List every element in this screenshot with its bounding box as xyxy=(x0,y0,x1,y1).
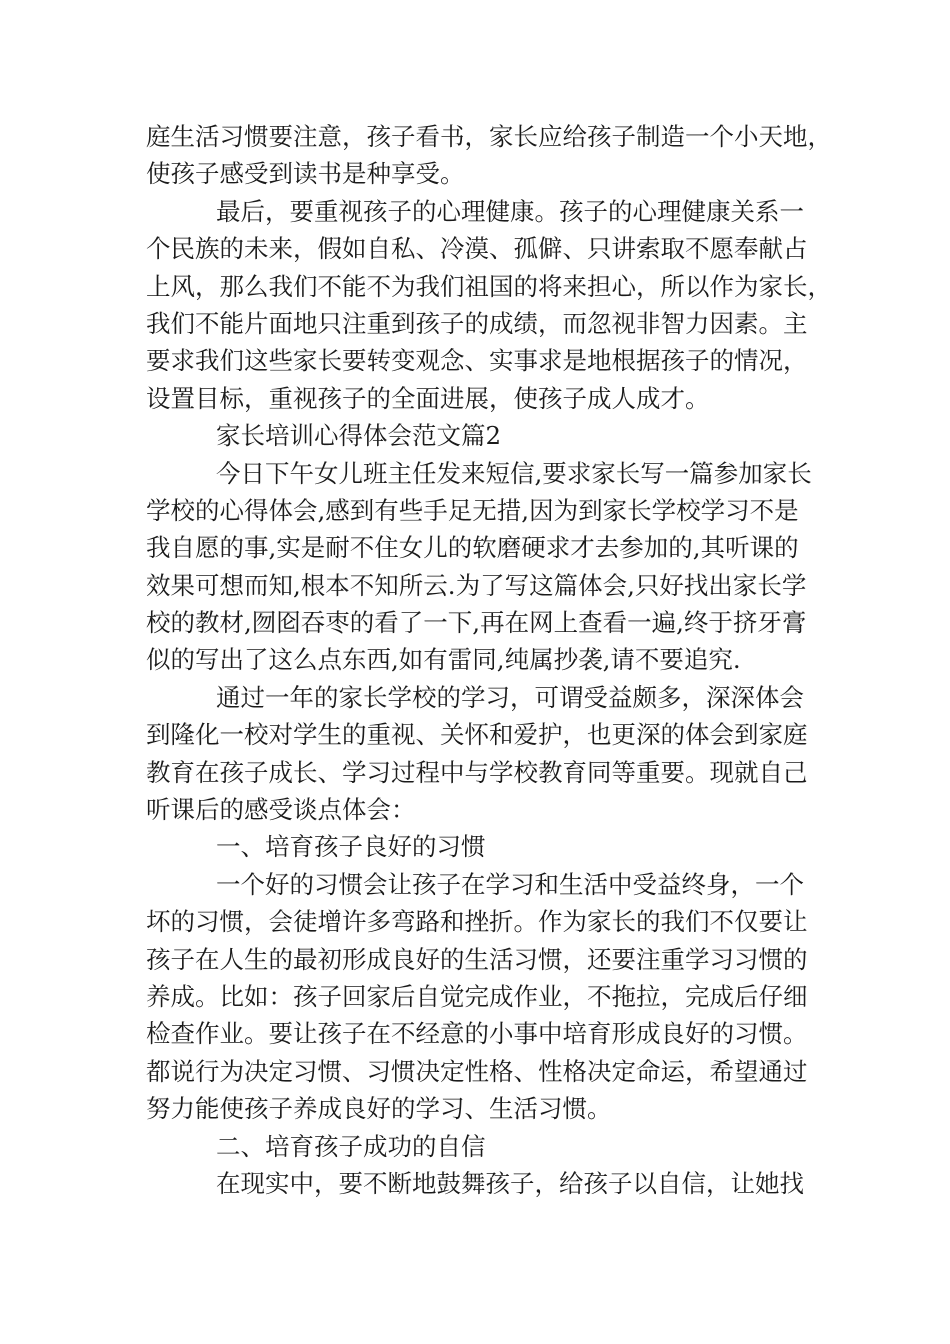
text-line: 一个好的习惯会让孩子在学习和生活中受益终身，一个 xyxy=(216,869,804,899)
text-line: 孩子在人生的最初形成良好的生活习惯，还要注重学习习惯的 xyxy=(146,944,808,974)
text-line: 个民族的未来，假如自私、冷漠、孤僻、只讲索取不愿奉献占 xyxy=(146,234,808,264)
text-line: 上风，那么我们不能不为我们祖国的将来担心，所以作为家长， xyxy=(146,271,832,301)
text-line: 都说行为决定习惯、习惯决定性格、性格决定命运，希望通过 xyxy=(146,1056,808,1086)
text-line: 要求我们这些家长要转变观念、实事求是地根据孩子的情况， xyxy=(146,346,808,376)
text-line: 教育在孩子成长、学习过程中与学校教育同等重要。现就自己 xyxy=(146,757,808,787)
text-line: 最后，要重视孩子的心理健康。孩子的心理健康关系一 xyxy=(216,196,804,226)
text-line: 努力能使孩子养成良好的学习、生活习惯。 xyxy=(146,1094,612,1124)
text-line: 养成。比如：孩子回家后自觉完成作业，不拖拉，完成后仔细 xyxy=(146,981,808,1011)
text-line: 听课后的感受谈点体会： xyxy=(146,795,416,825)
text-line: 坏的习惯，会徒增许多弯路和挫折。作为家长的我们不仅要让 xyxy=(146,907,808,937)
text-line: 一、培育孩子良好的习惯 xyxy=(216,832,486,862)
text-line: 家长培训心得体会范文篇2 xyxy=(216,421,502,451)
text-line: 检查作业。要让孩子在不经意的小事中培育形成良好的习惯。 xyxy=(146,1019,808,1049)
text-line: 设置目标，重视孩子的全面进展，使孩子成人成才。 xyxy=(146,383,710,413)
text-line: 使孩子感受到读书是种享受。 xyxy=(146,159,465,189)
text-line: 今日下午女儿班主任发来短信,要求家长写一篇参加家长 xyxy=(216,458,812,488)
text-line: 似的写出了这么点东西,如有雷同,纯属抄袭,请不要追究. xyxy=(146,645,741,675)
text-line: 庭生活习惯要注意，孩子看书，家长应给孩子制造一个小天地， xyxy=(146,122,832,151)
text-line: 校的教材,囫囵吞枣的看了一下,再在网上查看一遍,终于挤牙膏 xyxy=(146,608,807,638)
text-line: 在现实中，要不断地鼓舞孩子，给孩子以自信，让她找 xyxy=(216,1168,804,1198)
text-line: 二、培育孩子成功的自信 xyxy=(216,1131,486,1161)
text-line: 我们不能片面地只注重到孩子的成绩，而忽视非智力因素。主 xyxy=(146,308,808,338)
text-line: 通过一年的家长学校的学习，可谓受益颇多，深深体会 xyxy=(216,682,804,712)
text-line: 学校的心得体会,感到有些手足无措,因为到家长学校学习不是 xyxy=(146,495,799,525)
text-line: 我自愿的事,实是耐不住女儿的软磨硬求才去参加的,其听课的 xyxy=(146,533,799,563)
text-line: 效果可想而知,根本不知所云.为了写这篇体会,只好找出家长学 xyxy=(146,570,807,600)
text-line: 到隆化一校对学生的重视、关怀和爱护，也更深的体会到家庭 xyxy=(146,720,808,750)
document-body xyxy=(146,118,832,1202)
